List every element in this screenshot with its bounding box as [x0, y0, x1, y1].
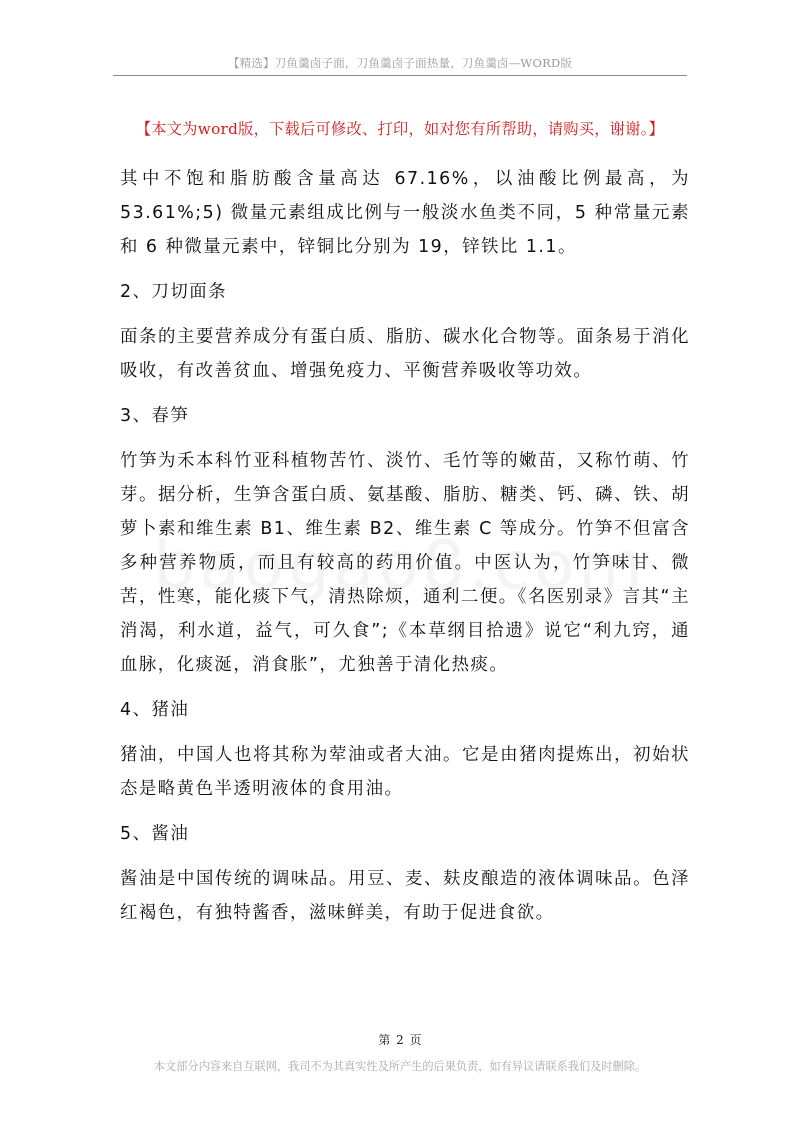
page-header: 【精选】刀鱼羹卤子面，刀鱼羹卤子面热量，刀鱼羹卤—WORD版 — [227, 56, 573, 70]
section-heading-noodles: 2、刀切面条 — [120, 282, 228, 302]
paragraph-bamboo-shoots: 竹笋为禾本科竹亚科植物苦竹、淡竹、毛竹等的嫩苗，又称竹萌、竹芽。据分析，生笋含蛋白质、氨基酸、脂肪、糖类、钙、磷、铁、胡萝卜素和维生素 B1、维生素 B2、维生素 C 等成分。竹笋不但富含多种营养物质，而且有较高的药用价值。中医认为，竹笋味甘、微苦，性寒，能化痰下气，清热除烦，通利二便。《名医别录》言其“主消渴，利水道，益气，可久食”;《本草纲目拾遗》说它“利九窍，通血脉，化痰涎，消食胀”，尤独善于清化热痰。 — [120, 451, 690, 675]
section-heading-bamboo-shoots: 3、春笋 — [120, 406, 190, 426]
body-content — [120, 162, 690, 941]
download-notice: 【本文为word版，下载后可修改、打印，如对您有所帮助，请购买，谢谢。】 — [135, 120, 665, 138]
section-heading-soy-sauce: 5、酱油 — [120, 824, 190, 844]
paragraph-soy-sauce: 酱油是中国传统的调味品。用豆、麦、麸皮酿造的液体调味品。色泽红褐色，有独特酱香，滋味鲜美，有助于促进食欲。 — [120, 869, 690, 923]
section-heading-lard: 4、猪油 — [120, 700, 190, 720]
page-number: 第 2 页 — [378, 1033, 422, 1047]
paragraph-lard: 猪油，中国人也将其称为荤油或者大油。它是由猪肉提炼出，初始状态是略黄色半透明液体的食用油。 — [120, 745, 690, 799]
paragraph-noodles: 面条的主要营养成分有蛋白质、脂肪、碳水化合物等。面条易于消化吸收，有改善贫血、增强免疫力、平衡营养吸收等功效。 — [120, 327, 690, 381]
paragraph-zinc-ratio: 其中不饱和脂肪酸含量高达 67.16%，以油酸比例最高，为 53.61%;5) 微量元素组成比例与一般淡水鱼类不同，5 种常量元素和 6 种微量元素中，锌铜比分别为 19，锌铁比 1.1。 — [120, 169, 690, 257]
header-divider — [113, 75, 687, 76]
footer-disclaimer: 本文部分内容来自互联网，我司不为其真实性及所产生的后果负责，如有异议请联系我们及时删除。 — [153, 1060, 647, 1073]
